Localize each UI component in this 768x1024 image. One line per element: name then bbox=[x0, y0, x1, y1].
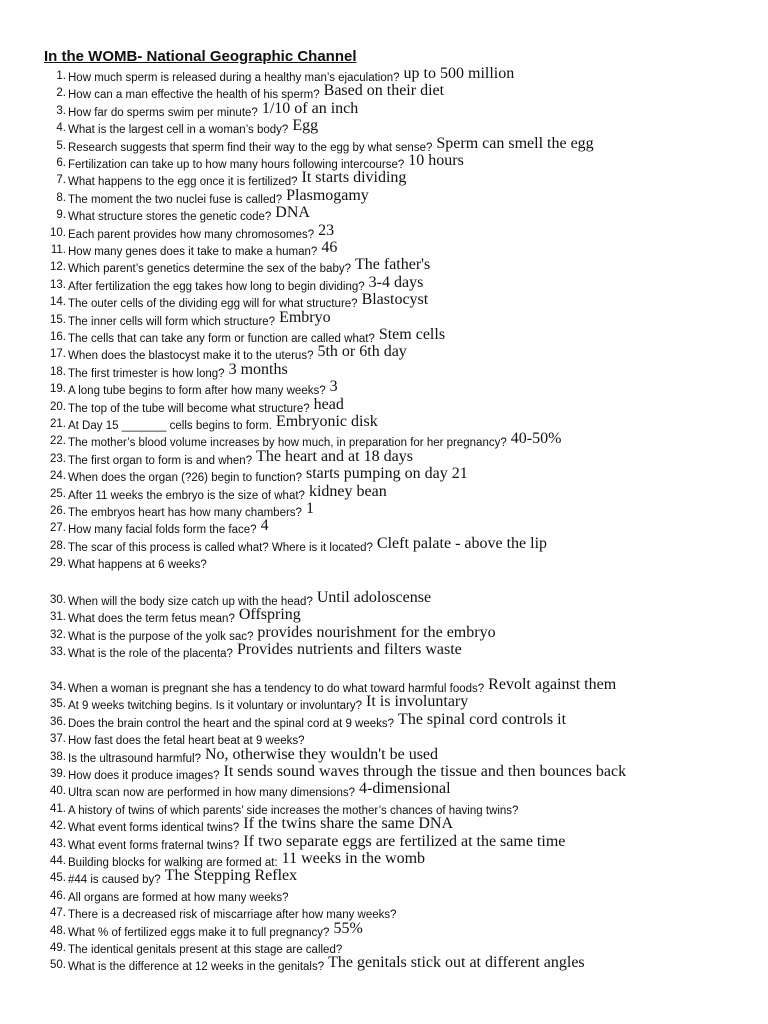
page-title: In the WOMB- National Geographic Channel bbox=[44, 48, 357, 65]
question-number: 32. bbox=[50, 628, 66, 641]
question-number: 22. bbox=[50, 435, 66, 448]
handwritten-answer: 1/10 of an inch bbox=[261, 99, 359, 117]
question-line bbox=[68, 186, 369, 209]
question-text: The mother’s blood volume increases by how much, in preparation for her pregnancy? bbox=[68, 437, 507, 450]
question-text: The first organ to form is and when? bbox=[68, 454, 253, 467]
handwritten-answer: 40-50% bbox=[510, 430, 562, 448]
question-text: Ultra scan now are performed in how many dimensions? bbox=[68, 787, 355, 800]
handwritten-answer: Offspring bbox=[238, 606, 301, 624]
question-number: 41. bbox=[50, 802, 66, 815]
handwritten-answer: 1 bbox=[305, 500, 314, 517]
question-number: 33. bbox=[50, 646, 66, 659]
question-number: 40. bbox=[50, 785, 66, 798]
question-text: What is the difference at 12 weeks in the genitals? bbox=[68, 961, 325, 974]
question-text: How does it produce images? bbox=[68, 770, 220, 782]
question-text: Which parent’s genetics determine the sex of the baby? bbox=[68, 263, 351, 276]
handwritten-answer: starts pumping on day 21 bbox=[306, 465, 468, 483]
question-text: How much sperm is released during a healthy man’s ejaculation? bbox=[68, 72, 400, 84]
question-number: 26. bbox=[50, 505, 66, 517]
question-number: 14. bbox=[50, 296, 66, 309]
question-line bbox=[68, 221, 335, 244]
question-number: 35. bbox=[50, 698, 66, 711]
question-number: 42. bbox=[50, 820, 66, 833]
question-number: 2. bbox=[56, 87, 66, 100]
question-number: 6. bbox=[56, 157, 66, 169]
handwritten-answer: Cleft palate - above the lip bbox=[376, 534, 548, 552]
question-text: At Day 15 _______ cells begins to form. bbox=[68, 420, 272, 432]
question-number: 48. bbox=[50, 924, 66, 937]
handwritten-answer: Blastocyst bbox=[361, 291, 429, 309]
question-number: 8. bbox=[56, 191, 66, 204]
question-line bbox=[68, 534, 548, 557]
question-text: The moment the two nuclei fuse is called? bbox=[68, 193, 283, 206]
question-number: 31. bbox=[50, 611, 66, 624]
handwritten-answer: Provides nutrients and filters waste bbox=[236, 641, 462, 659]
question-number: 15. bbox=[50, 313, 66, 326]
question-number: 19. bbox=[50, 383, 66, 396]
question-text: What event forms fraternal twins? bbox=[68, 839, 240, 852]
question-text: How can a man effective the health of his sperm? bbox=[68, 89, 320, 102]
question-text: There is a decreased risk of miscarriage after how many weeks? bbox=[68, 909, 397, 922]
handwritten-answer: 4 bbox=[260, 517, 269, 535]
question-text: What structure stores the genetic code? bbox=[68, 211, 272, 224]
question-text: A history of twins of which parents’ side increases the mother’s chances of having twins? bbox=[68, 804, 519, 817]
question-text: #44 is caused by? bbox=[68, 874, 161, 887]
question-text: After 11 weeks the embryo is the size of what? bbox=[68, 489, 305, 502]
handwritten-answer: The Stepping Reflex bbox=[164, 867, 298, 885]
handwritten-answer: Revolt against them bbox=[488, 676, 617, 693]
handwritten-answer: The spinal cord controls it bbox=[398, 710, 567, 728]
question-number: 17. bbox=[50, 348, 66, 361]
question-text: Is the ultrasound harmful? bbox=[68, 752, 201, 765]
handwritten-answer: DNA bbox=[275, 204, 310, 222]
question-line bbox=[68, 517, 269, 539]
question-text: What does the term fetus mean? bbox=[68, 613, 235, 626]
question-text: The first trimester is how long? bbox=[68, 367, 225, 380]
handwritten-answer: 11 weeks in the womb bbox=[281, 850, 426, 867]
question-text: How fast does the fetal heart beat at 9 weeks? bbox=[68, 735, 305, 748]
handwritten-answer: If two separate eggs are fertilized at the same time bbox=[243, 832, 566, 850]
question-text: What happens at 6 weeks? bbox=[68, 559, 207, 572]
handwritten-answer: It starts dividing bbox=[301, 169, 407, 187]
question-text: What is the largest cell in a woman’s body? bbox=[68, 124, 289, 137]
question-text: The embryos heart has how many chambers? bbox=[68, 507, 302, 519]
question-text: A long tube begins to form after how many weeks? bbox=[68, 385, 326, 398]
question-line bbox=[68, 954, 585, 976]
question-number: 39. bbox=[50, 768, 66, 780]
question-number: 5. bbox=[56, 139, 66, 152]
question-line bbox=[68, 940, 346, 959]
question-text: What is the role of the placenta? bbox=[68, 648, 233, 661]
question-text: When does the organ (?26) begin to function? bbox=[68, 472, 302, 485]
question-line bbox=[68, 780, 451, 802]
question-text: What % of fertilized eggs make it to full pregnancy? bbox=[68, 926, 330, 939]
handwritten-answer: The heart and at 18 days bbox=[256, 447, 413, 465]
question-line bbox=[68, 82, 445, 104]
handwritten-answer: If the twins share the same DNA bbox=[243, 815, 454, 833]
handwritten-answer: 3 months bbox=[228, 360, 288, 378]
handwritten-answer: Plasmogamy bbox=[286, 186, 369, 204]
question-line bbox=[68, 117, 319, 139]
question-line bbox=[68, 867, 298, 889]
handwritten-answer: Stem cells bbox=[378, 326, 446, 343]
question-text: At 9 weeks twitching begins. Is it voluntary or involuntary? bbox=[68, 700, 363, 713]
question-number: 1. bbox=[56, 70, 66, 82]
question-text: When a woman is pregnant she has a tendency to do what toward harmful foods? bbox=[68, 683, 485, 695]
question-text: Fertilization can take up to how many hours following intercourse? bbox=[68, 159, 405, 171]
question-text: When will the body size catch up with the head? bbox=[68, 596, 313, 608]
question-number: 36. bbox=[50, 715, 66, 728]
question-text: After fertilization the egg takes how long to begin dividing? bbox=[68, 280, 365, 293]
question-text: The outer cells of the dividing egg will for what structure? bbox=[68, 298, 358, 311]
question-number: 4. bbox=[56, 122, 66, 135]
question-line bbox=[68, 239, 338, 261]
handwritten-answer: 5th or 6th day bbox=[317, 343, 407, 361]
question-text: What is the purpose of the yolk sac? bbox=[68, 630, 254, 643]
question-line bbox=[68, 378, 338, 400]
question-number: 46. bbox=[50, 889, 66, 902]
question-number: 12. bbox=[50, 261, 66, 274]
question-line bbox=[68, 710, 567, 733]
question-text: All organs are formed at how many weeks? bbox=[68, 891, 289, 904]
handwritten-answer: Embryo bbox=[279, 308, 331, 326]
question-line bbox=[68, 413, 378, 435]
handwritten-answer: No, otherwise they wouldn't be used bbox=[204, 745, 439, 763]
handwritten-answer: Embryonic disk bbox=[275, 413, 378, 430]
handwritten-answer: 46 bbox=[321, 239, 338, 256]
question-number: 23. bbox=[50, 452, 66, 465]
question-number: 34. bbox=[50, 681, 66, 693]
question-line bbox=[68, 555, 211, 574]
handwritten-answer: up to 500 million bbox=[403, 65, 515, 82]
question-text: The identical genitals present at this stage are called? bbox=[68, 944, 343, 956]
question-text: How many facial folds form the face? bbox=[68, 524, 257, 537]
question-number: 7. bbox=[56, 174, 66, 187]
handwritten-answer: Based on their diet bbox=[323, 82, 445, 100]
question-number: 50. bbox=[50, 959, 66, 972]
question-line bbox=[68, 134, 594, 157]
question-number: 27. bbox=[50, 522, 66, 535]
handwritten-answer: 4-dimensional bbox=[359, 780, 451, 798]
question-text: What happens to the egg once it is fertilized? bbox=[68, 176, 298, 189]
question-text: The cells that can take any form or function are called what? bbox=[68, 333, 375, 345]
handwritten-answer: It sends sound waves through the tissue and then bounces back bbox=[223, 763, 627, 780]
handwritten-answer: 10 hours bbox=[408, 152, 464, 169]
question-number: 21. bbox=[50, 418, 66, 430]
handwritten-answer: 55% bbox=[333, 919, 363, 937]
question-number: 49. bbox=[50, 942, 66, 954]
question-text: Does the brain control the heart and the spinal cord at 9 weeks? bbox=[68, 717, 395, 730]
question-number: 45. bbox=[50, 872, 66, 885]
question-number: 24. bbox=[50, 470, 66, 483]
question-text: Research suggests that sperm find their way to the egg by what sense? bbox=[68, 141, 433, 154]
question-number: 47. bbox=[50, 907, 66, 920]
handwritten-answer: Egg bbox=[292, 117, 319, 135]
question-line bbox=[68, 360, 288, 383]
question-number: 11. bbox=[50, 244, 66, 256]
handwritten-answer: It is involuntary bbox=[366, 693, 469, 711]
question-number: 25. bbox=[50, 487, 66, 500]
question-number: 10. bbox=[50, 226, 66, 239]
question-text: The inner cells will form which structure? bbox=[68, 315, 276, 328]
question-number: 9. bbox=[56, 209, 66, 222]
handwritten-answer: The father's bbox=[354, 256, 431, 274]
handwritten-answer: head bbox=[313, 395, 344, 413]
question-text: What event forms identical twins? bbox=[68, 822, 240, 835]
question-number: 20. bbox=[50, 400, 66, 413]
handwritten-answer: 3-4 days bbox=[368, 273, 424, 291]
question-line bbox=[68, 291, 429, 313]
handwritten-answer: The genitals stick out at different angles bbox=[328, 954, 585, 972]
question-line bbox=[68, 308, 331, 331]
question-line bbox=[68, 500, 314, 522]
question-text: How far do sperms swim per minute? bbox=[68, 106, 258, 119]
question-number: 44. bbox=[50, 855, 66, 867]
handwritten-answer: 23 bbox=[318, 221, 335, 239]
question-text: How many genes does it take to make a human? bbox=[68, 246, 318, 258]
question-line bbox=[68, 888, 293, 907]
handwritten-answer: Until adoloscense bbox=[316, 589, 432, 606]
question-line bbox=[68, 482, 387, 505]
question-number: 30. bbox=[50, 594, 66, 606]
question-line bbox=[68, 641, 462, 663]
question-line bbox=[68, 204, 310, 226]
question-text: Building blocks for walking are formed at: bbox=[68, 857, 278, 869]
question-line bbox=[68, 465, 468, 487]
question-line bbox=[68, 676, 617, 698]
handwritten-answer: Sperm can smell the egg bbox=[436, 134, 594, 152]
question-number: 16. bbox=[50, 331, 66, 343]
question-number: 13. bbox=[50, 278, 66, 291]
question-number: 28. bbox=[50, 539, 66, 552]
question-number: 3. bbox=[56, 104, 66, 117]
handwritten-answer: 3 bbox=[329, 378, 338, 396]
question-number: 37. bbox=[50, 733, 66, 746]
question-number: 18. bbox=[50, 365, 66, 378]
question-number: 38. bbox=[50, 750, 66, 763]
question-line bbox=[68, 763, 627, 785]
question-text: Each parent provides how many chromosomes? bbox=[68, 228, 315, 241]
question-text: The scar of this process is called what? Where is it located? bbox=[68, 541, 373, 554]
question-text: The top of the tube will become what structure? bbox=[68, 402, 310, 415]
question-number: 29. bbox=[50, 557, 66, 570]
question-text: When does the blastocyst make it to the uterus? bbox=[68, 350, 314, 363]
handwritten-answer: provides nourishment for the embryo bbox=[257, 623, 496, 641]
handwritten-answer: kidney bean bbox=[308, 482, 387, 500]
question-line bbox=[68, 919, 363, 942]
question-line bbox=[68, 65, 515, 87]
question-number: 43. bbox=[50, 837, 66, 850]
